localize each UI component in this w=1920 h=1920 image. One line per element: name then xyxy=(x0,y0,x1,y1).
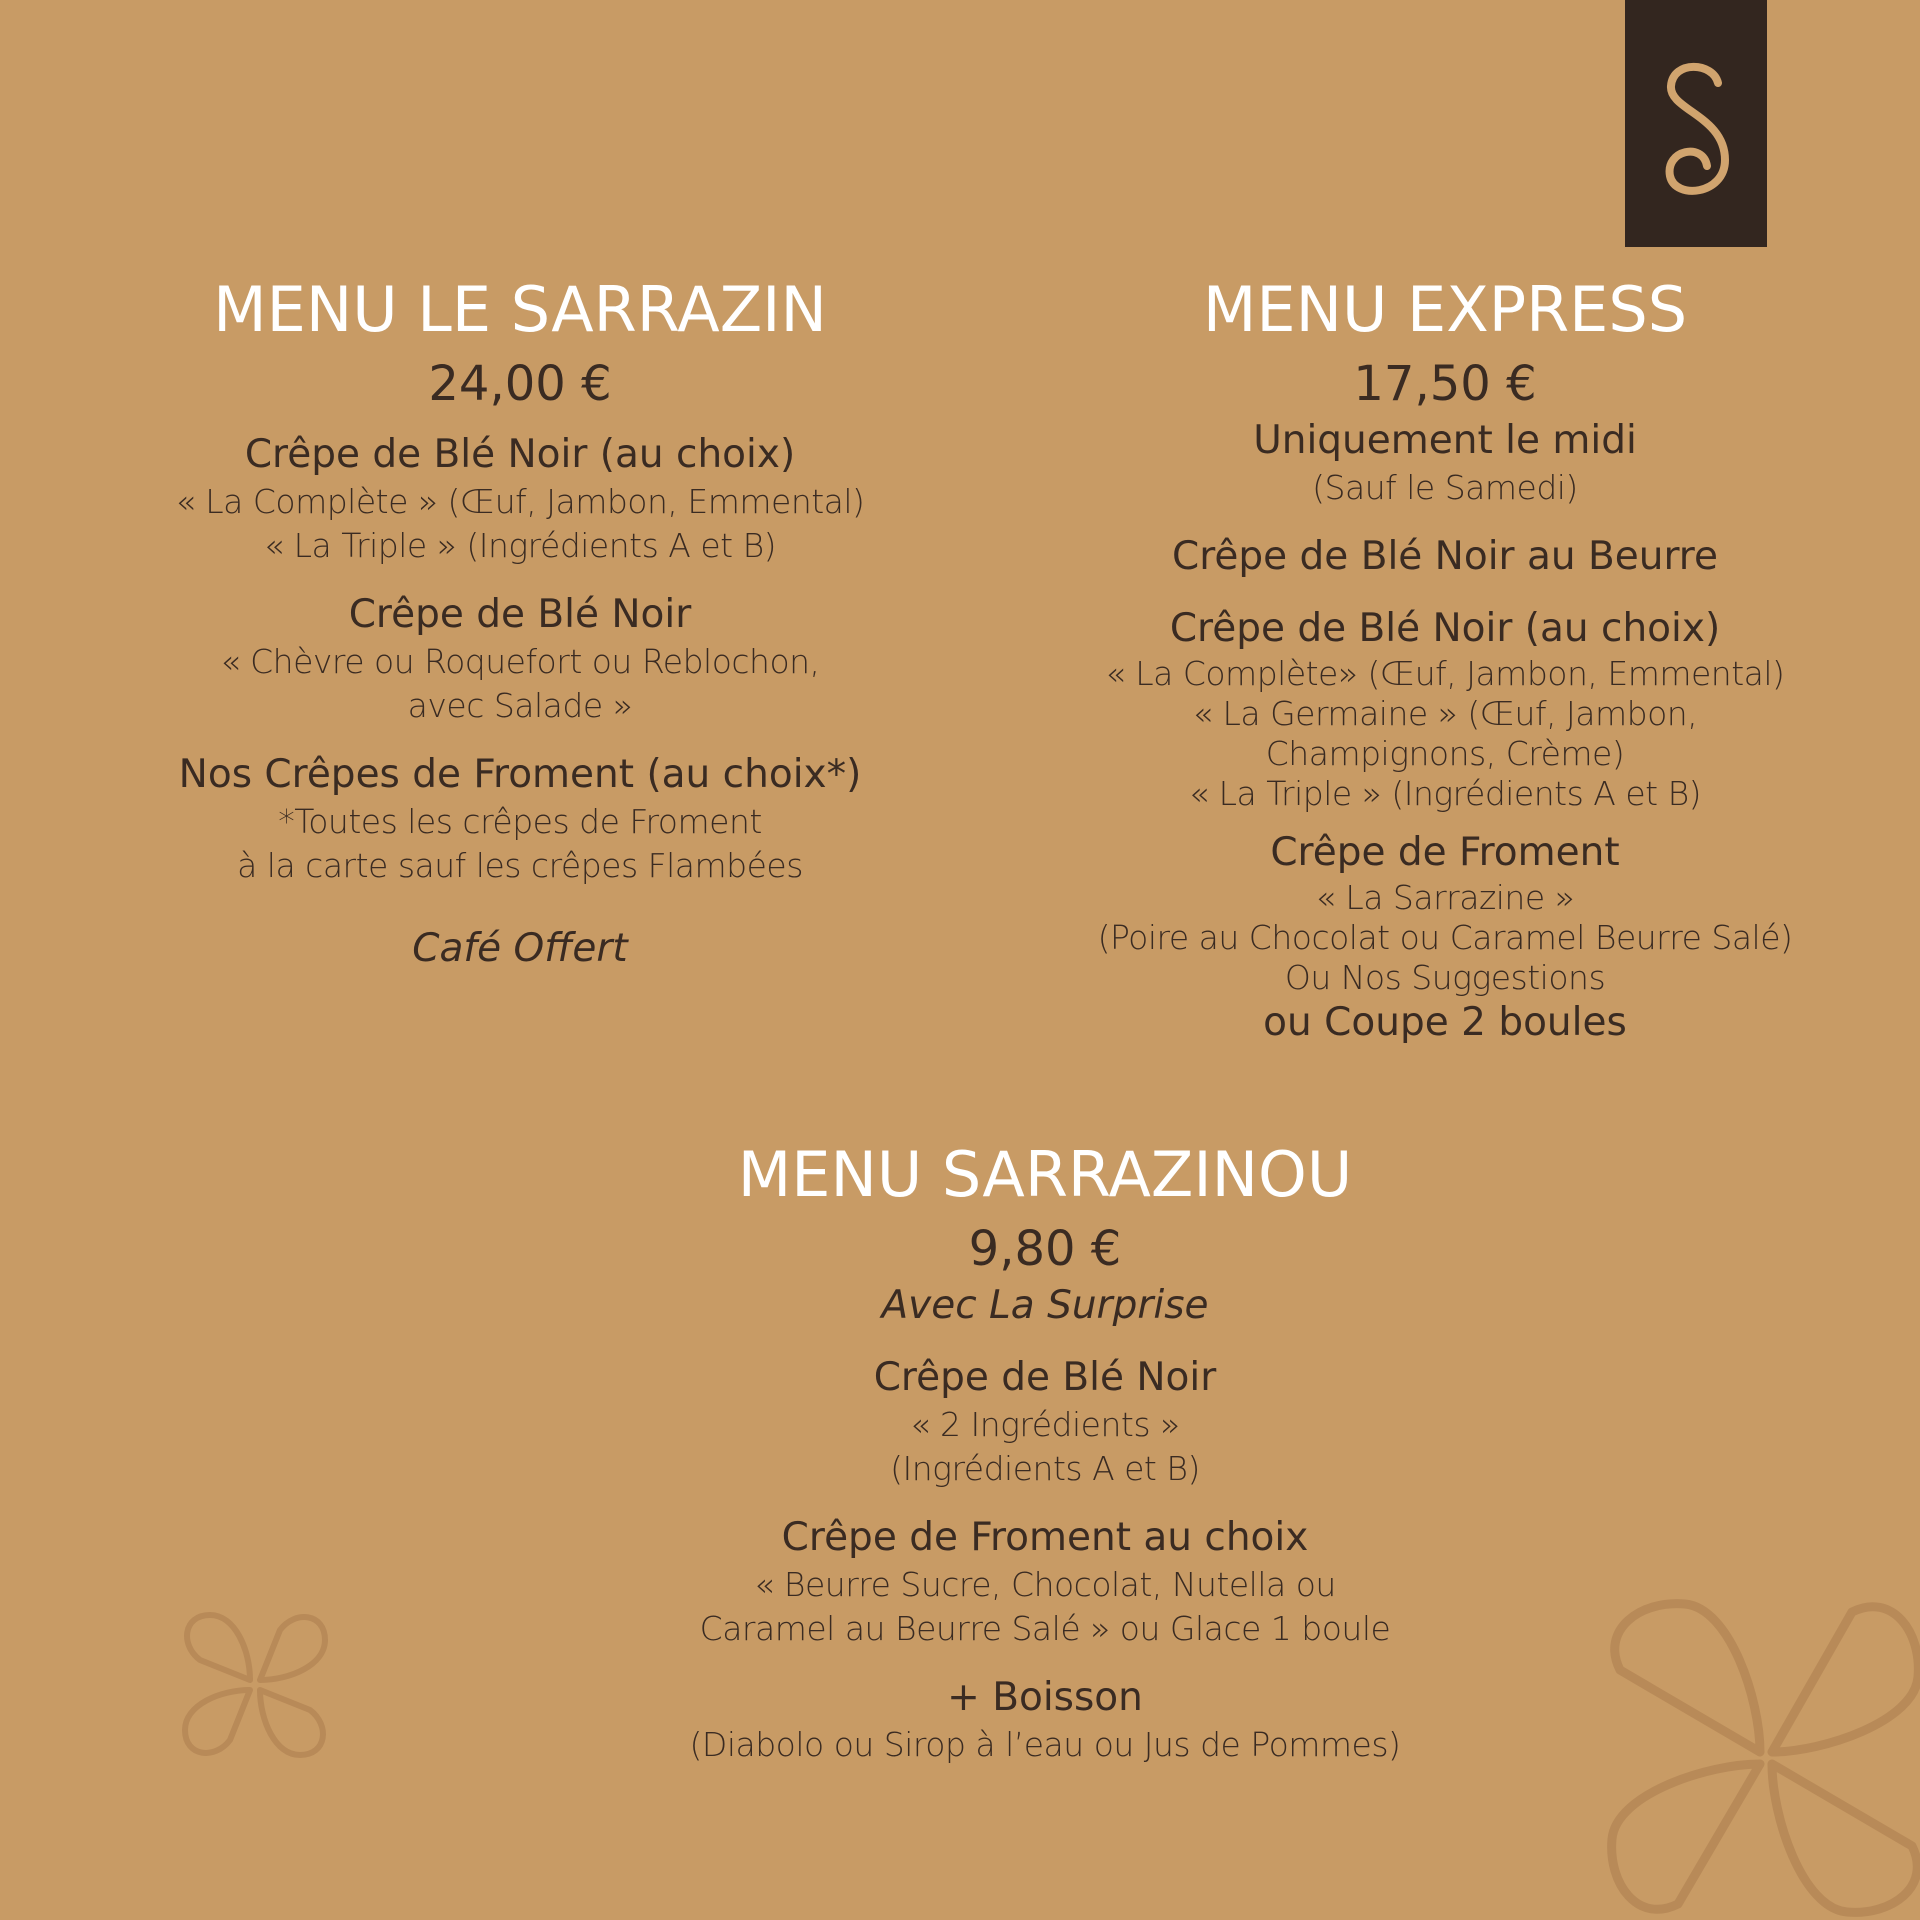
menu-sarrazinou xyxy=(590,1135,1500,1767)
item-heading: Crêpe de Blé Noir (au choix) xyxy=(244,432,796,477)
item-line: « 2 Ingrédients » xyxy=(910,1405,1180,1444)
item-line: « La Complète » (Œuf, Jambon, Emmental) xyxy=(175,482,865,521)
brand-logo xyxy=(1625,0,1767,247)
flower-decoration-icon xyxy=(170,1600,340,1770)
menu-condition-note: (Sauf le Samedi) xyxy=(1312,468,1578,507)
item-line: (Poire au Chocolat ou Caramel Beurre Salé) xyxy=(1097,918,1793,957)
menu-item xyxy=(1060,828,1830,998)
item-heading: Crêpe de Blé Noir au Beurre xyxy=(1172,534,1718,579)
item-line: avec Salade » xyxy=(407,686,633,725)
item-line: « La Sarrazine » xyxy=(1315,878,1575,917)
menu-item xyxy=(590,1353,1500,1491)
menu-item xyxy=(140,750,900,888)
menu-footer: ou Coupe 2 boules xyxy=(1263,1000,1627,1045)
item-line: (Diabolo ou Sirop à l’eau ou Jus de Pommes) xyxy=(689,1725,1401,1764)
item-heading: + Boisson xyxy=(947,1675,1143,1720)
menu-express xyxy=(1060,270,1830,1048)
item-line: (Ingrédients A et B) xyxy=(890,1449,1200,1488)
menu-footer: Café Offert xyxy=(412,926,628,971)
item-heading: Crêpe de Blé Noir xyxy=(873,1355,1217,1400)
item-line: « Chèvre ou Roquefort ou Reblochon, xyxy=(220,642,820,681)
item-line: « La Complète» (Œuf, Jambon, Emmental) xyxy=(1105,654,1785,693)
item-line: Champignons, Crème) xyxy=(1265,734,1625,773)
menu-item xyxy=(590,1513,1500,1651)
menu-subtitle: Avec La Surprise xyxy=(881,1283,1209,1328)
flower-decoration-large-icon xyxy=(1590,1590,1920,1920)
menu-title: MENU EXPRESS xyxy=(1202,273,1688,346)
menu-le-sarrazin xyxy=(140,270,900,974)
item-heading: Nos Crêpes de Froment (au choix*) xyxy=(178,752,862,797)
item-heading: Crêpe de Froment au choix xyxy=(781,1515,1309,1560)
item-line: « La Triple » (Ingrédients A et B) xyxy=(1188,774,1702,813)
item-heading: Crêpe de Blé Noir (au choix) xyxy=(1169,606,1721,651)
item-line: « Beurre Sucre, Chocolat, Nutella ou xyxy=(754,1565,1336,1604)
item-line: Caramel au Beurre Salé » ou Glace 1 boule xyxy=(699,1609,1391,1648)
menu-condition: Uniquement le midi xyxy=(1253,418,1637,463)
item-heading: Crêpe de Froment xyxy=(1270,830,1620,875)
item-line: *Toutes les crêpes de Froment xyxy=(278,802,762,841)
menu-item xyxy=(590,1673,1500,1767)
menu-item xyxy=(1060,604,1830,814)
menu-price: 9,80 € xyxy=(968,1221,1122,1277)
menu-item xyxy=(140,590,900,728)
menu-item xyxy=(140,430,900,568)
item-line: « La Germaine » (Œuf, Jambon, xyxy=(1192,694,1698,733)
item-line: à la carte sauf les crêpes Flambées xyxy=(237,846,803,885)
menu-price: 24,00 € xyxy=(428,356,612,412)
item-line: Ou Nos Suggestions xyxy=(1284,958,1606,997)
s-logo-icon xyxy=(1625,0,1767,247)
menu-title: MENU LE SARRAZIN xyxy=(213,273,827,346)
item-heading: Crêpe de Blé Noir xyxy=(348,592,692,637)
menu-price: 17,50 € xyxy=(1353,356,1537,412)
menu-title: MENU SARRAZINOU xyxy=(737,1138,1353,1211)
item-line: « La Triple » (Ingrédients A et B) xyxy=(263,526,777,565)
